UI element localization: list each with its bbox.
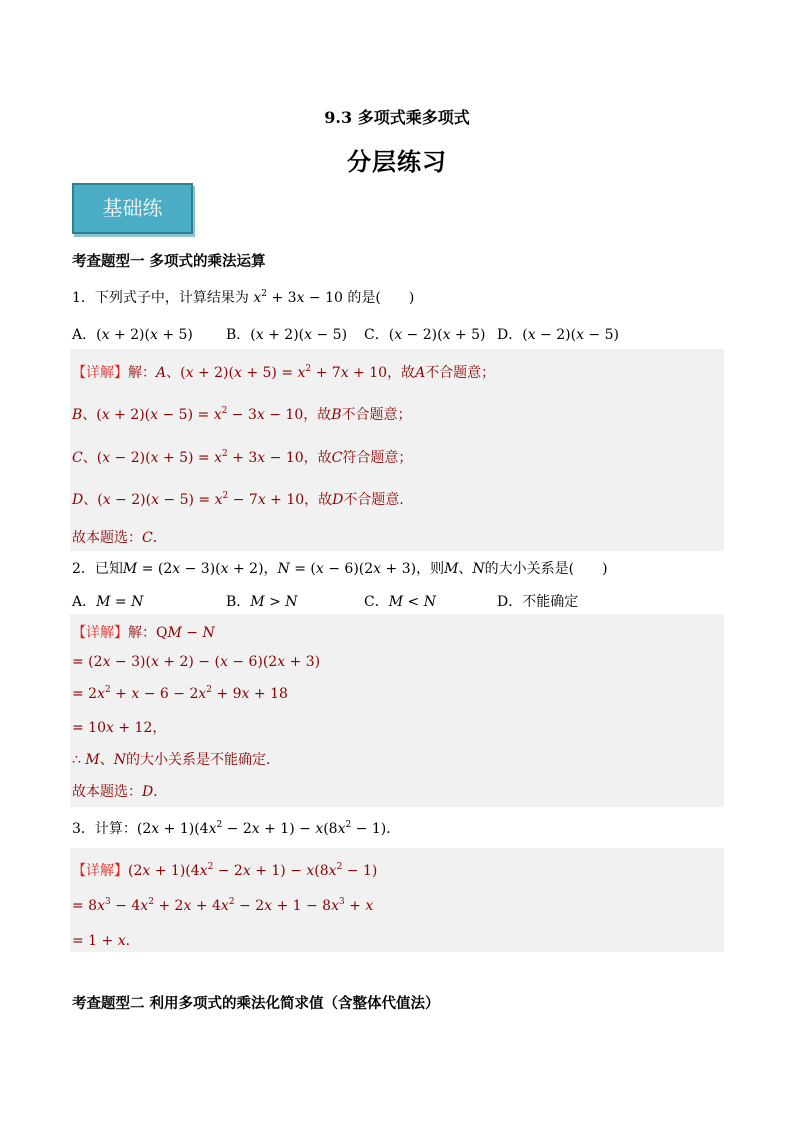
q2-conclusion: 故本题选：D． xyxy=(72,784,168,800)
q1-solution-line-d: D、$(x - 2)(x - 5) = x^2 - 7x + 10$，故D不合题意． xyxy=(72,491,414,508)
q2-solution-panel xyxy=(70,614,724,807)
q2-solution-line-2: = (2x − 3)(x + 2) − (x − 6)(2x + 3) xyxy=(72,654,321,670)
level-badge: 基础练 xyxy=(72,183,193,234)
q1-option-b[interactable]: B．(x + 2)(x − 5) xyxy=(226,327,348,343)
q3-solution-line-3: = 1 + x． xyxy=(72,933,140,949)
q2-option-c[interactable]: C．M < N xyxy=(364,594,436,610)
page-title: 分层练习 xyxy=(347,147,447,176)
solution-tag: 【详解】 xyxy=(72,863,128,879)
q3-solution-line-1: 【详解】$(2x + 1)(4x^2 - 2x + 1) - x(8x^2 - 1)$ xyxy=(72,862,378,879)
q2-solution-line-1: 【详解】解：QM − N xyxy=(72,625,215,641)
q2-solution-line-3: = $2x^2 + x - 6 - 2x^2 + 9x + 18$ xyxy=(72,685,288,702)
q1-solution-line-c: C、$(x - 2)(x + 5) = x^2 + 3x - 10$，故C符合题意； xyxy=(72,449,413,466)
question-1: 1．下列式子中，计算结果为 $x^2 + 3x - 10$ 的是( ) xyxy=(72,289,415,306)
q2-solution-line-4: = 10x + 12， xyxy=(72,720,167,736)
q1-option-a[interactable]: A．(x + 2)(x + 5) xyxy=(72,327,193,343)
solution-tag: 【详解】 xyxy=(72,625,128,641)
q2-solution-line-5: ∴ M、N的大小关系是不能确定． xyxy=(72,752,280,768)
q2-option-a[interactable]: A．M = N xyxy=(72,594,144,610)
q2-option-b[interactable]: B．M > N xyxy=(226,594,298,610)
q1-target-expression: $x^2 + 3x - 10$ xyxy=(253,289,343,306)
q2-option-d[interactable]: D．不能确定 xyxy=(497,594,579,610)
section-heading-1: 考查题型一 多项式的乘法运算 xyxy=(72,253,266,270)
q1-option-d[interactable]: D．(x − 2)(x − 5) xyxy=(497,327,619,343)
section-heading-2: 考查题型二 利用多项式的乘法化简求值（含整体代值法） xyxy=(72,995,440,1012)
subtitle: 9.3 多项式乘多项式 xyxy=(324,108,470,127)
q1-option-c[interactable]: C．(x − 2)(x + 5) xyxy=(364,327,486,343)
q1-conclusion: 故本题选：C． xyxy=(72,530,167,546)
solution-tag: 【详解】 xyxy=(72,365,128,381)
q1-solution-line-b: B、$(x + 2)(x - 5) = x^2 - 3x - 10$，故B不合题意； xyxy=(72,406,412,423)
q1-solution-line-a: 【详解】解：A、$(x + 2)(x + 5) = x^2 + 7x + 10$，故A不合题意； xyxy=(72,364,496,381)
question-2: 2．已知M = (2x − 3)(x + 2)，N = (x − 6)(2x + 3)，则M、N的大小关系是( ) xyxy=(72,561,608,577)
q3-solution-line-2: = $8x^3 - 4x^2 + 2x + 4x^2 - 2x + 1 - 8x^3 + x$ xyxy=(72,897,374,914)
question-3: 3．计算：$(2x + 1)(4x^2 - 2x + 1) - x(8x^2 - 1)$． xyxy=(72,820,401,837)
